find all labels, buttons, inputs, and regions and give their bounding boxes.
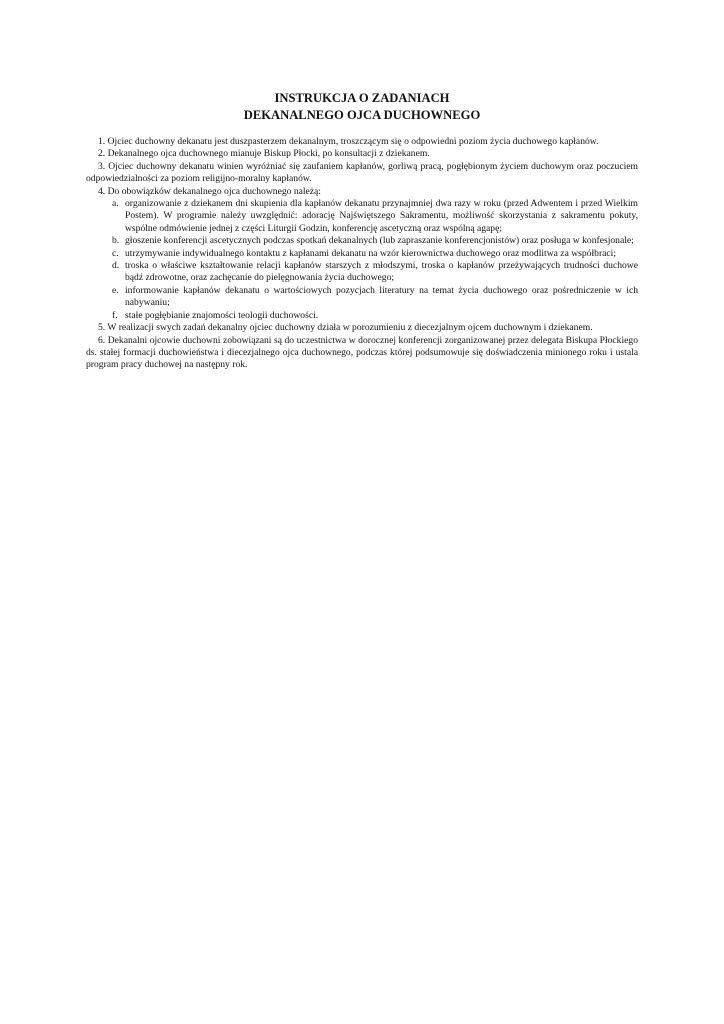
duties-list (86, 198, 638, 322)
list-item-letter: b. (112, 235, 120, 247)
document-page (86, 90, 638, 372)
list-item-text: informowanie kapłanów dekanatu o wartościowych pozycjach literatury na temat życia duchowego oraz pośredniczenie w ich nabywaniu; (125, 284, 638, 309)
list-item-letter: c. (112, 247, 119, 259)
list-item-letter: a. (112, 198, 119, 210)
list-item (86, 198, 638, 235)
list-item (86, 235, 638, 247)
document-title-line-1: INSTRUKCJA O ZADANIACH (274, 91, 450, 105)
list-item-letter: f. (112, 309, 118, 321)
paragraph-3: 3. Ojciec duchowny dekanatu winien wyróżniać się zaufaniem kapłanów, gorliwą pracą, pogłębionym życiem duchowym oraz poczuciem odpowiedzialności za poziom religijno-moralny kapłanów. (86, 160, 638, 185)
list-item-text: stałe pogłębianie znajomości teologii duchowości. (125, 309, 319, 321)
list-item-letter: e. (112, 284, 119, 296)
paragraph-5: 5. W realizacji swych zadań dekanalny ojciec duchowny działa w porozumieniu z diecezjalnym ojcem duchownym i dziekanem. (98, 322, 593, 334)
paragraph-2: 2. Dekanalnego ojca duchownego mianuje Biskup Płocki, po konsultacji z dziekanem. (98, 148, 430, 160)
list-item (86, 310, 638, 322)
list-item-text: utrzymywanie indywidualnego kontaktu z kapłanami dekanatu na wzór kierownictwa duchowego oraz modlitwa za współbraci; (125, 247, 616, 259)
list-item-text: głoszenie konferencji ascetycznych podczas spotkań dekanalnych (lub zapraszanie konferencjonistów) oraz posługa w konfesjonale; (125, 235, 634, 247)
title-spacer (86, 124, 638, 136)
paragraph-6: 6. Dekanalni ojcowie duchowni zobowiązani są do uczestnictwa w dorocznej konferencji zorganizowanej przez delegata Biskupa Płockiego ds. stałej formacji duchowieństwa i diecezjalnego ojca duchownego, podczas której podsumowuje się doświadczenia minionego roku i ustala program pracy duchowej na następny rok. (86, 334, 638, 371)
list-item-text: troska o właściwe kształtowanie relacji kapłanów starszych z młodszymi, troska o kapłanów przeżywających trudności duchowe bądź zdrowotne, oraz zachęcanie do pielęgnowania życia duchowego; (125, 260, 638, 284)
list-item-letter: d. (112, 260, 120, 272)
list-item-text: organizowanie z dziekanem dni skupienia dla kapłanów dekanatu przynajmniej dwa razy w roku (przed Adwentem i przed Wielkim Postem). W programie należy uwzględnić: adorację Najświętszego Sakramentu, możliwość skorzystania z sakramentu pokuty, wspólne odmówienie jednej z części Liturgii Godzin, konferencję ascetyczną oraz wspólną agapę; (125, 198, 638, 234)
paragraph-4: 4. Do obowiązków dekanalnego ojca duchownego należą: (98, 185, 321, 197)
list-item (86, 285, 638, 310)
list-item (86, 260, 638, 285)
document-title-line-2: DEKANALNEGO OJCA DUCHOWNEGO (243, 108, 481, 122)
paragraph-1: 1. Ojciec duchowny dekanatu jest duszpasterzem dekanalnym, troszczącym się o odpowiedni poziom życia duchowego kapłanów. (98, 136, 599, 147)
list-item (86, 248, 638, 260)
